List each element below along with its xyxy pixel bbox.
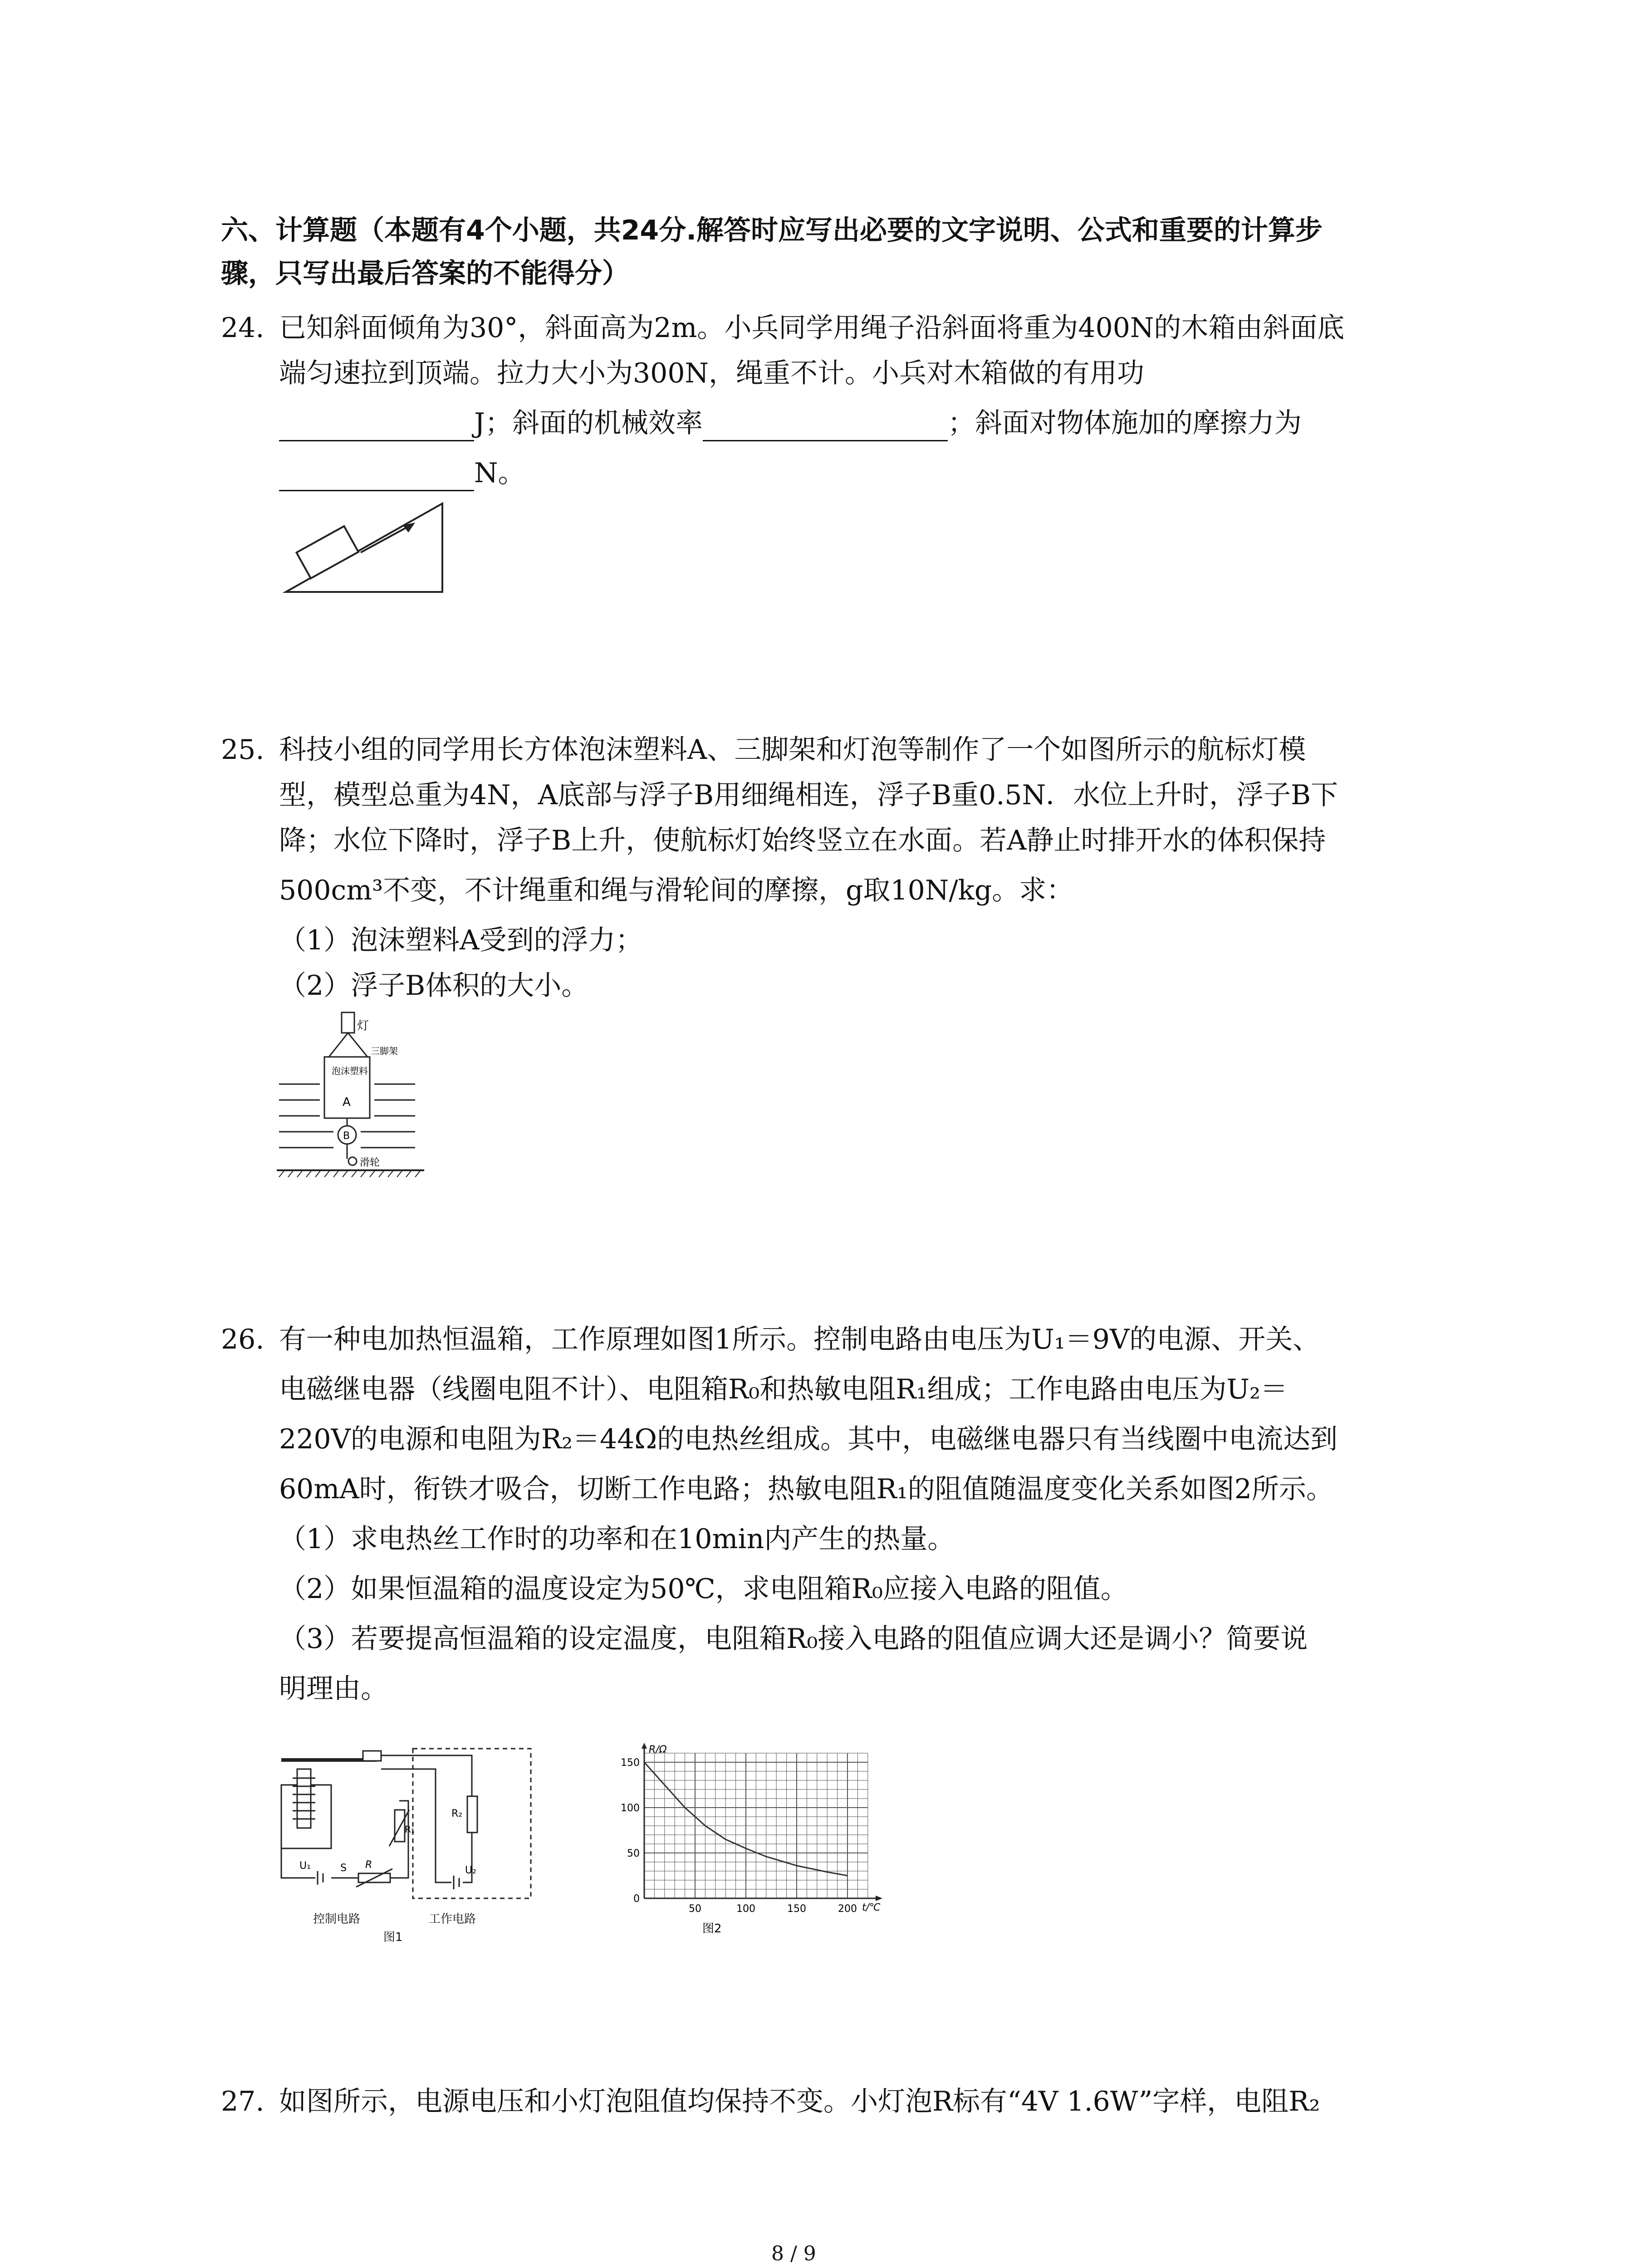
r1-label: R₁ — [405, 1824, 415, 1835]
q26-line3: 220V的电源和电阻为R₂＝44Ω的电热丝组成。其中，电磁继电器只有当线圈中电流达到 — [279, 1423, 1338, 1455]
q26-sub1: （1）求电热丝工作时的功率和在10min内产生的热量。 — [279, 1523, 955, 1555]
q26-sub3-cont: 明理由。 — [279, 1673, 388, 1705]
q26-sub3: （3）若要提高恒温箱的设定温度，电阻箱R₀接入电路的阻值应调大还是调小？简要说 — [279, 1623, 1308, 1655]
x-tick-label: 50 — [689, 1903, 701, 1915]
x-tick-labels — [689, 1903, 857, 1915]
chart-xlabel: t/℃ — [862, 1902, 881, 1913]
q26-line4: 60mA时，衔铁才吸合，切断工作电路；热敏电阻R₁的阻值随温度变化关系如图2所示。 — [279, 1473, 1333, 1505]
pull-arrow-line — [361, 525, 411, 552]
x-tick-label: 100 — [736, 1903, 755, 1915]
q25-line3: 降；水位下降时，浮子B上升，使航标灯始终竖立在水面。若A静止时排开水的体积保持 — [279, 825, 1326, 856]
q24-blank-friction[interactable] — [279, 463, 474, 491]
section-title-line2: 骤，只写出最后答案的不能得分） — [221, 258, 629, 289]
q24-segment-friction: ；斜面对物体施加的摩擦力为 — [948, 407, 1302, 439]
q24-answer-line2 — [279, 455, 525, 491]
x-axis-arrow — [876, 1896, 882, 1901]
foam-text: 泡沫塑料 — [332, 1066, 368, 1076]
q24-line1: 已知斜面倾角为30°，斜面高为2m。小兵同学用绳子沿斜面将重为400N的木箱由斜面底 — [279, 312, 1345, 344]
switch-label: S — [340, 1862, 347, 1874]
q24-segment-j: J；斜面的机械效率 — [474, 407, 703, 439]
x-tick-label: 200 — [838, 1903, 857, 1915]
q25-line1: 科技小组的同学用长方体泡沫塑料A、三脚架和灯泡等制作了一个如图所示的航标灯模 — [279, 734, 1306, 766]
q25-line2: 型，模型总重为4N，A底部与浮子B用细绳相连，浮子B重0.5N．水位上升时，浮子B下 — [279, 779, 1338, 811]
q27-line1: 如图所示，电源电压和小灯泡阻值均保持不变。小灯泡R标有“4V 1.6W”字样，电阻R₂ — [279, 2086, 1320, 2117]
y-tick-label: 100 — [621, 1803, 640, 1814]
foam-a-label: A — [343, 1095, 351, 1109]
q24-blank-useful-work[interactable] — [279, 413, 474, 441]
y-tick-label: 50 — [627, 1848, 640, 1859]
rheostat-label: R — [365, 1859, 372, 1871]
section-title-line1: 六、计算题（本题有4个小题，共24分.解答时应写出必要的文字说明、公式和重要的计算步 — [221, 215, 1323, 246]
x-tick-label: 150 — [787, 1903, 806, 1915]
q24-segment-n: N。 — [474, 457, 525, 489]
y-axis-arrow — [642, 1743, 647, 1749]
r2-label: R₂ — [451, 1808, 463, 1819]
q26-circuit-figure — [272, 1742, 535, 1905]
y-tick-labels — [621, 1757, 640, 1905]
chart-grid — [644, 1753, 868, 1898]
ground-hatch — [279, 1170, 421, 1177]
q25-line4: 500cm³不变，不计绳重和绳与滑轮间的摩擦，g取10N/kg。求： — [279, 875, 1074, 906]
fig1-caption: 图1 — [383, 1931, 403, 1944]
q24-line2: 端匀速拉到顶端。拉力大小为300N，绳重不计。小兵对木箱做的有用功 — [279, 357, 1145, 389]
control-circuit-label: 控制电路 — [313, 1912, 361, 1926]
y-tick-label: 0 — [633, 1893, 640, 1905]
lamp-label: 灯 — [357, 1019, 369, 1033]
pulley-icon — [348, 1157, 357, 1165]
wooden-box — [296, 526, 358, 578]
q25-number: 25. — [221, 734, 265, 766]
u1-label: U₁ — [299, 1860, 311, 1872]
lamp-icon — [342, 1012, 354, 1033]
q25-sub2: （2）浮子B体积的大小。 — [279, 970, 589, 1002]
u2-label: U₂ — [465, 1865, 476, 1876]
pulley-label: 滑轮 — [360, 1157, 380, 1168]
work-circuit-label: 工作电路 — [429, 1912, 476, 1926]
q26-number: 26. — [221, 1324, 265, 1355]
q26-sub2: （2）如果恒温箱的温度设定为50℃，求电阻箱R₀应接入电路的阻值。 — [279, 1573, 1128, 1605]
q26-line2: 电磁继电器（线圈电阻不计）、电阻箱R₀和热敏电阻R₁组成；工作电路由电压为U₂＝ — [279, 1374, 1288, 1405]
heater-r2 — [467, 1796, 477, 1833]
contact-block — [363, 1751, 381, 1761]
y-tick-label: 150 — [621, 1757, 640, 1769]
q24-incline-figure — [281, 499, 454, 599]
thermistor-r1 — [395, 1810, 405, 1842]
tripod-label: 三脚架 — [371, 1046, 398, 1056]
q24-number: 24. — [221, 312, 265, 344]
q25-beacon-figure — [274, 1007, 438, 1184]
q26-line1: 有一种电加热恒温箱，工作原理如图1所示。控制电路由电压为U₁＝9V的电源、开关、 — [279, 1324, 1320, 1355]
q24-blank-efficiency[interactable] — [703, 413, 948, 441]
chart-ylabel: R/Ω — [649, 1744, 667, 1755]
float-b-label: B — [343, 1130, 350, 1142]
page-number: 8 / 9 — [771, 2242, 816, 2265]
q26-rt-chart — [603, 1742, 894, 1937]
q27-number: 27. — [221, 2086, 265, 2117]
q24-answer-line — [279, 405, 1302, 441]
work-wire-left — [381, 1769, 451, 1882]
q25-sub1: （1）泡沫塑料A受到的浮力； — [279, 924, 643, 956]
fig2-caption: 图2 — [702, 1922, 722, 1936]
tripod-icon — [329, 1033, 367, 1057]
